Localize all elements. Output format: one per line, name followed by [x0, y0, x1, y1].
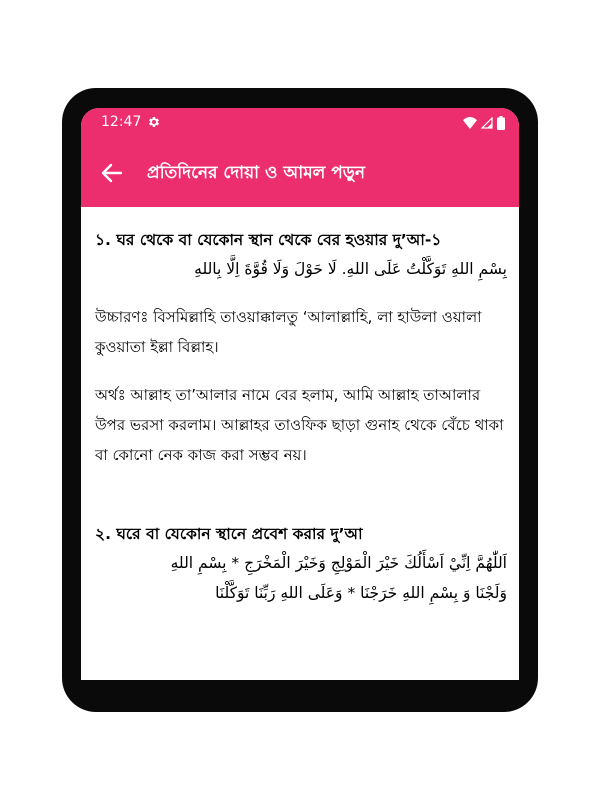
battery-icon [497, 116, 505, 130]
app-bar [81, 138, 519, 207]
dua-2-title: ২. ঘরে বা যেকোন স্থানে প্রবেশ করার দু’আ [95, 525, 363, 543]
dua-1-arabic: بِسْمِ اللهِ تَوَكَّلْتُ عَلَى اللهِ. لَا حَوْلَ وَلَا قُوَّةَ اِلَّا بِاللهِ [194, 260, 507, 278]
screen-bottom-edge [81, 680, 519, 692]
dua-1-pronunciation: উচ্চারণঃ বিসমিল্লাহি তাওয়াক্কালতু ‘আলাল্লাহি, লা হাউলা ওয়ালা কুওয়াতা ইল্লা বিল্লাহ। [95, 308, 482, 356]
dua-2-arabic-line-2: وَلَجْنَا وَ بِسْمِ اللهِ خَرَجْنَا * وَعَلَى اللهِ رَبِّنَا تَوَكَّلْنَا [215, 584, 507, 602]
status-bar [81, 108, 519, 138]
arrow-left-icon [100, 161, 124, 185]
dua-1-meaning: অর্থঃ আল্লাহ তা’আলার নামে বের হলাম, আমি আল্লাহ তাআলার উপর ভরসা করলাম। আল্লাহর তাওফিক ছাড়া গুনাহ থেকে বেঁচে থাকা বা কোনো নেক কাজ করা সম্ভব নয়। [95, 386, 504, 464]
status-icons [463, 116, 505, 130]
dua-content [95, 226, 507, 608]
status-time: 12:47 [101, 114, 142, 130]
back-button[interactable] [95, 156, 129, 190]
wifi-icon [463, 117, 477, 129]
gear-icon [147, 115, 161, 129]
phone-screen [81, 108, 519, 692]
dua-1-title: ১. ঘর থেকে বা যেকোন স্থান থেকে বের হওয়ার দু’আ-১ [95, 231, 442, 249]
dua-2-arabic-line-1: اَللّٰهُمَّ اِنِّيْ اَسْأَلُكَ خَيْرَ الْمَوْلِجِ وَخَيْرَ الْمَخْرَجِ * بِسْمِ اللهِ [170, 554, 507, 572]
signal-icon [481, 117, 493, 129]
page-title: প্রতিদিনের দোয়া ও আমল পড়ুন [147, 163, 366, 183]
